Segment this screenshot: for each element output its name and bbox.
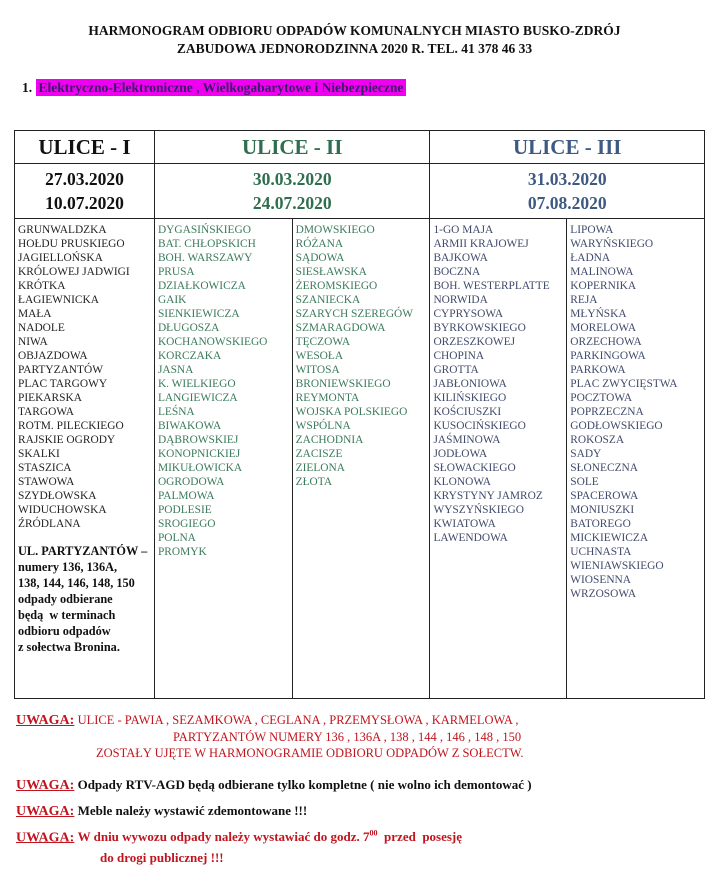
street-item: STAWOWA [18, 476, 75, 488]
note-1-line-1: ULICE - PAWIA , SEZAMKOWA , CEGLANA , PRZEMYSŁOWA , KARMELOWA , [77, 713, 519, 727]
street-item: GODŁOWSKIEGO [570, 420, 663, 432]
street-item: ROKOSZA [570, 434, 625, 446]
street-item: POCZTOWA [570, 392, 633, 404]
street-item: SPACEROWA [570, 490, 639, 502]
street-item: BAT. CHŁOPSKICH [157, 238, 256, 250]
street-item: GRUNWALDZKA [18, 224, 107, 236]
note-line: odbioru odpadów [18, 624, 111, 638]
note-4-sup: 00 [369, 829, 378, 838]
note-line: UL. PARTYZANTÓW – [18, 544, 148, 558]
street-item: DĄBROWSKIEJ [157, 434, 239, 446]
note-3-text: Meble należy wystawić zdemontowane !!! [77, 803, 308, 818]
street-item: ŁAGIEWNICKA [18, 294, 99, 306]
date: 24.07.2020 [252, 193, 332, 213]
street-item: ZIELONA [295, 462, 345, 474]
street-item: KOŚCIUSZKI [433, 406, 502, 418]
note-label: UWAGA: [16, 804, 75, 819]
street-item: WIOSENNA [570, 574, 632, 586]
street-item: ORZECHOWA [570, 336, 642, 348]
street-item: PLAC TARGOWY [18, 378, 108, 390]
street-item: STASZICA [18, 462, 72, 474]
street-item: ZŁOTA [295, 476, 333, 488]
group-header-2: ULICE - II [154, 131, 430, 164]
group-header-1: ULICE - I [15, 131, 155, 164]
note-line: będą w terminach [18, 608, 116, 622]
section-number: 1. [22, 80, 33, 95]
street-item: CHOPINA [433, 350, 485, 362]
street-item: BOCZNA [433, 266, 481, 278]
street-item: ORZESZKOWEJ [433, 336, 516, 348]
note-4 [16, 826, 462, 866]
street-item: WYSZYŃSKIEGO [433, 504, 524, 516]
street-list-4 [430, 219, 567, 699]
street-item: NORWIDA [433, 294, 488, 306]
street-item: SROGIEGO [157, 518, 216, 530]
street-item: SZARYCH SZEREGÓW [295, 308, 414, 320]
street-item: UCHNASTA [570, 546, 632, 558]
street-item: LANGIEWICZA [157, 392, 238, 404]
street-item: REYMONTA [295, 392, 360, 404]
street-item: KOPERNIKA [570, 280, 637, 292]
street-item: DYGASIŃSKIEGO [157, 224, 251, 236]
street-item: KRYSTYNY JAMROZ [433, 490, 543, 502]
street-item: MONIUSZKI [570, 504, 635, 516]
street-item: ŻEROMSKIEGO [295, 280, 378, 292]
date: 27.03.2020 [45, 169, 124, 189]
note-line: numery 136, 136A, [18, 560, 118, 574]
section-heading [22, 80, 406, 96]
note-4-line-2: do drogi publicznej !!! [100, 850, 224, 866]
street-item: GAIK [157, 294, 187, 306]
note-4-part: W dniu wywozu odpady należy wystawiać do godz. 7 [77, 829, 370, 845]
street-item: KLONOWA [433, 476, 492, 488]
street-item: PLAC ZWYCIĘSTWA [570, 378, 678, 390]
street-item: LAWENDOWA [433, 532, 508, 544]
street-item: SKALKI [18, 448, 60, 460]
street-item: PROMYK [157, 546, 207, 558]
street-item: KUSOCIŃSKIEGO [433, 420, 526, 432]
street-item: PARKOWA [570, 364, 626, 376]
street-list-2 [154, 219, 292, 699]
street-item: JAŚMINOWA [433, 434, 501, 446]
street-item: K. WIELKIEGO [157, 378, 236, 390]
group-header-3: ULICE - III [430, 131, 705, 164]
note-3 [16, 803, 307, 820]
street-item: ARMII KRAJOWEJ [433, 238, 529, 250]
street-item: BOH. WARSZAWY [157, 252, 253, 264]
schedule-table [14, 130, 705, 699]
street-item: ROTM. PILECKIEGO [18, 420, 124, 432]
street-item: WITOSA [295, 364, 340, 376]
street-item: RAJSKIE OGRODY [18, 434, 116, 446]
street-item: SOLE [570, 476, 599, 488]
street-item: GROTTA [433, 364, 479, 376]
street-item: JABŁONIOWA [433, 378, 507, 390]
note-line: z sołectwa Bronina. [18, 640, 120, 654]
street-item: REJA [570, 294, 598, 306]
street-item: 1-GO MAJA [433, 224, 494, 236]
street-item: SŁONECZNA [570, 462, 638, 474]
street-item: POLNA [157, 532, 196, 544]
street-item: BIWAKOWA [157, 420, 222, 432]
street-item: WRZOSOWA [570, 588, 637, 600]
note-2-text: Odpady RTV-AGD będą odbierane tylko kompletne ( nie wolno ich demontować ) [77, 777, 532, 792]
street-item: POPRZECZNA [570, 406, 644, 418]
street-item: MIKUŁOWICKA [157, 462, 243, 474]
street-item: WARYŃSKIEGO [570, 238, 654, 250]
street-item: PALMOWA [157, 490, 215, 502]
street-item: MICKIEWICZA [570, 532, 649, 544]
street-item: WIDUCHOWSKA [18, 504, 107, 516]
document-subtitle: ZABUDOWA JEDNORODZINNA 2020 R. TEL. 41 378 46 33 [176, 41, 533, 56]
street-item: MŁYŃSKA [570, 308, 627, 320]
street-item: NADOLE [18, 322, 65, 334]
street-item: SADY [570, 448, 602, 460]
document-title: HARMONOGRAM ODBIORU ODPADÓW KOMUNALNYCH MIASTO BUSKO-ZDRÓJ [88, 23, 621, 38]
street-item: PODLESIE [157, 504, 212, 516]
street-item: KONOPNICKIEJ [157, 448, 241, 460]
street-item: PIEKARSKA [18, 392, 82, 404]
street-item: BOH. WESTERPLATTE [433, 280, 550, 292]
street-item: MAŁA [18, 308, 52, 320]
note-1-line-2: PARTYZANTÓW NUMERY 136 , 136A , 138 , 144 , 146 , 148 , 150 [173, 730, 522, 744]
street-item: MALINOWA [570, 266, 634, 278]
street-item: PRUSA [157, 266, 195, 278]
street-list-5 [567, 219, 705, 699]
street-item: KRÓTKA [18, 280, 66, 292]
note-4-part: przed posesję [377, 829, 463, 845]
street-item: TARGOWA [18, 406, 75, 418]
street-item: SŁOWACKIEGO [433, 462, 516, 474]
street-item: BATOREGO [570, 518, 631, 530]
street-item: OGRODOWA [157, 476, 225, 488]
note-label: UWAGA: [16, 778, 75, 793]
street-item: WESOŁA [295, 350, 344, 362]
street-item: DMOWSKIEGO [295, 224, 375, 236]
street-item: KWIATOWA [433, 518, 496, 530]
street-item: LIPOWA [570, 224, 614, 236]
note-2 [16, 777, 532, 794]
street-item: WSPÓLNA [295, 420, 351, 432]
street-item: SIENKIEWICZA [157, 308, 240, 320]
note-line: odpady odbierane [18, 592, 113, 606]
date: 07.08.2020 [527, 193, 607, 213]
note-line: 138, 144, 146, 148, 150 [18, 576, 135, 590]
street-item: SĄDOWA [295, 252, 345, 264]
street-item: BAJKOWA [433, 252, 488, 264]
date: 31.03.2020 [527, 169, 607, 189]
section-label: Elektryczno-Elektroniczne , Wielkogabarytowe i Niebezpieczne [36, 79, 407, 96]
street-item: SZYDŁOWSKA [18, 490, 97, 502]
street-item: ŹRÓDLANA [18, 518, 81, 530]
street-item: MORELOWA [570, 322, 637, 334]
street-item: ZACISZE [295, 448, 343, 460]
street-item: LEŚNA [157, 406, 195, 418]
street-item: WOJSKA POLSKIEGO [295, 406, 408, 418]
street-item: KILIŃSKIEGO [433, 392, 507, 404]
street-item: SZANIECKA [295, 294, 361, 306]
street-item: WIENIAWSKIEGO [570, 560, 664, 572]
street-item: TĘCZOWA [295, 336, 351, 348]
street-item: HOŁDU PRUSKIEGO [18, 238, 125, 250]
note-4-text [78, 829, 462, 844]
street-item: DZIAŁKOWICZA [157, 280, 246, 292]
street-item: ŁADNA [570, 252, 611, 264]
street-item: JASNA [157, 364, 194, 376]
date: 10.07.2020 [45, 193, 124, 213]
street-item: CYPRYSOWA [433, 308, 504, 320]
street-list-3 [292, 219, 430, 699]
street-item: NIWA [18, 336, 48, 348]
street-item: SZMARAGDOWA [295, 322, 386, 334]
partyzantow-note [18, 543, 151, 655]
group-dates-3 [430, 164, 705, 219]
street-item: BYRKOWSKIEGO [433, 322, 526, 334]
street-item: JAGIELLOŃSKA [18, 252, 103, 264]
street-item: ZACHODNIA [295, 434, 364, 446]
group-dates-2 [154, 164, 430, 219]
note-1 [16, 712, 523, 761]
street-item: PARKINGOWA [570, 350, 646, 362]
street-item: RÓŻANA [295, 238, 344, 250]
street-list-1 [15, 219, 155, 699]
street-item: KORCZAKA [157, 350, 222, 362]
street-item: PARTYZANTÓW [18, 364, 103, 376]
street-item: KRÓLOWEJ JADWIGI [18, 266, 130, 278]
street-item: DŁUGOSZA [157, 322, 220, 334]
note-label: UWAGA: [16, 830, 75, 846]
note-label: UWAGA: [16, 713, 75, 728]
street-item: KOCHANOWSKIEGO [157, 336, 268, 348]
note-1-line-3: ZOSTAŁY UJĘTE W HARMONOGRAMIE ODBIORU ODPADÓW Z SOŁECTW. [96, 746, 524, 760]
street-item: BRONIEWSKIEGO [295, 378, 391, 390]
group-dates-1 [15, 164, 155, 219]
street-item: JODŁOWA [433, 448, 488, 460]
street-item: OBJAZDOWA [18, 350, 88, 362]
street-item: SIESŁAWSKA [295, 266, 367, 278]
date: 30.03.2020 [252, 169, 332, 189]
